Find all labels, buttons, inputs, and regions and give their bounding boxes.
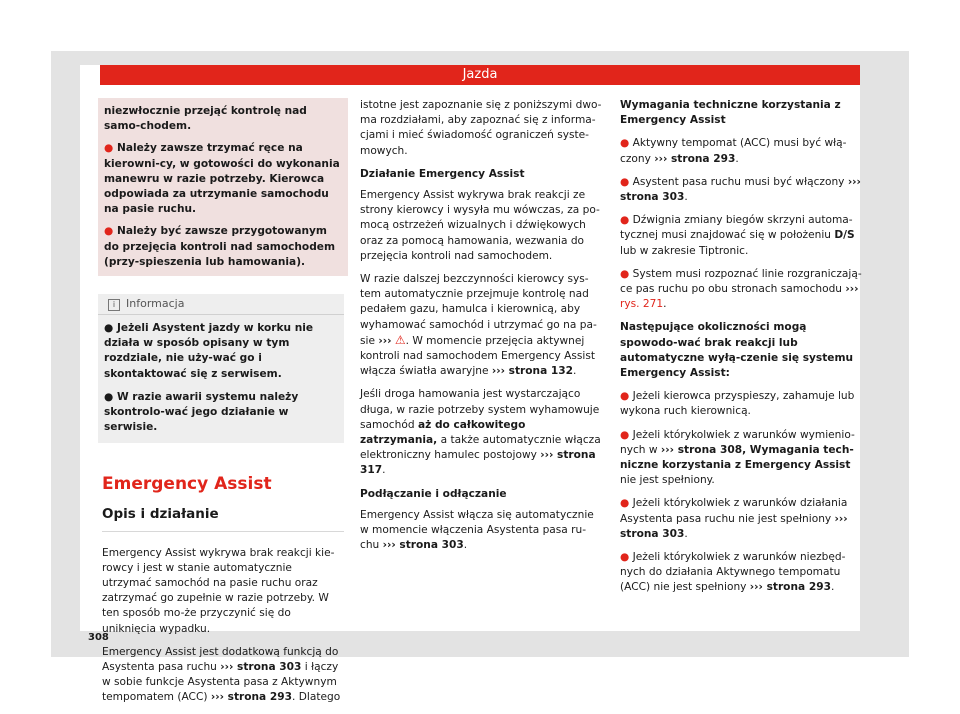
paragraph: W razie dalszej bezczynności kierowcy sys-tem automatycznie przejmuje kontrolę nad pedałem gazu, hamulca i kierownicą, aby wyhamować samochód i utrzymać go na pa-sie ››› ⚠. W momencie przejęcia aktywnej kontroli nad samochodem Emergency Assist włącza światła awaryjne ››› strona 132. <box>360 273 597 378</box>
subheading: Działanie Emergency Assist <box>360 167 525 180</box>
bullet-icon: ● <box>620 390 630 403</box>
list-item: ● Jeżeli kierowca przyspieszy, zahamuje lub wykona ruch kierownicą. <box>620 390 855 418</box>
subheading: Następujące okoliczności mogą spowodo-wać brak reakcji lub automatyczne wyłą-czenie się systemu Emergency Assist: <box>620 321 854 380</box>
bullet-icon: ● <box>620 428 630 441</box>
figure-link[interactable]: rys. 271 <box>620 298 664 311</box>
page-link[interactable]: ››› strona 303 <box>220 661 302 674</box>
info-item: ● Jeżeli Asystent jazdy w korku nie działa w sposób opisany w tym rozdziale, nie uży-wać go i skontaktować się z serwisem. <box>104 322 314 380</box>
section-heading: Emergency Assist <box>102 474 272 495</box>
paragraph: Emergency Assist wykrywa brak reakcji kie-rowcy i jest w stanie automatycznie utrzymać samochód na pasie ruchu oraz zatrzymać go zupełnie w razie potrzeby. W ten sposób mo-że przyczynić się do uniknięcia wypadku. <box>102 546 335 635</box>
warning-line: ● Należy być zawsze przygotowanym do przejęcia kontroli nad samochodem (przy-spieszenia lub hamowania). <box>104 225 336 268</box>
list-item: ● Asystent pasa ruchu musi być włączony ››› strona 303. <box>620 175 861 204</box>
section-header: Jazda <box>100 65 860 85</box>
info-icon: i <box>108 299 120 311</box>
paragraph: Emergency Assist jest dodatkową funkcją do Asystenta pasa ruchu ››› strona 303 i łączy w sobie funkcje Asystenta pasa z Aktywnym tempomatem (ACC) ››› strona 293. Dlatego <box>102 645 341 704</box>
bullet-icon: ● <box>104 142 114 155</box>
page-number: 308 <box>88 632 109 643</box>
column-3 <box>620 98 862 604</box>
warning-line: ● Należy zawsze trzymać ręce na kierowni-cy, w gotowości do wykonania manewru w razie potrzeby. Kierowca odpowiada za utrzymanie samochodu na pasie ruchu. <box>104 142 340 216</box>
bullet-icon: ● <box>620 497 630 510</box>
list-item: ● Jeżeli którykolwiek z warunków działania Asystenta pasa ruchu nie jest spełniony ››› strona 303. <box>620 497 848 540</box>
bullet-icon: ● <box>620 214 630 227</box>
info-box <box>98 294 344 443</box>
warning-box <box>98 98 348 276</box>
bullet-icon: ● <box>620 267 630 280</box>
page-link[interactable]: ››› strona 303 <box>620 512 848 540</box>
page-link[interactable]: ››› strona 303 <box>620 175 861 204</box>
page-link[interactable]: ››› strona 317 <box>360 449 596 477</box>
list-item: ● Dźwignia zmiany biegów skrzyni automa-tycznej musi znajdować się w położeniu D/S lub w zakresie Tiptronic. <box>620 214 855 257</box>
list-item: ● Jeżeli którykolwiek z warunków niezbęd-nych do działania Aktywnego tempomatu (ACC) nie jest spełniony ››› strona 293. <box>620 551 846 594</box>
paragraph: Jeśli droga hamowania jest wystarczająco długa, w razie potrzeby system wyhamowuje samochód aż do całkowitego zatrzymania, a także automatycznie włącza elektroniczny hamulec postojowy ››› strona 317. <box>360 388 601 477</box>
subsection-heading: Opis i działanie <box>102 507 344 531</box>
bullet-icon: ● <box>620 137 630 150</box>
bullet-icon: ● <box>620 175 630 188</box>
info-item: ● W razie awarii systemu należy skontrolo-wać jego działanie w serwisie. <box>104 390 299 434</box>
paragraph: Emergency Assist włącza się automatycznie w momencie włączenia Asystenta pasa ru-chu ››› strona 303. <box>360 508 594 552</box>
page-link[interactable]: ››› strona 293 <box>654 152 736 165</box>
page-link[interactable]: ››› strona 132 <box>491 365 574 378</box>
info-title: Informacja <box>126 297 185 311</box>
warning-line: niezwłocznie przejąć kontrolę nad samo-chodem. <box>104 105 307 133</box>
list-item: ● Aktywny tempomat (ACC) musi być włą-czony ››› strona 293. <box>620 137 847 165</box>
info-header <box>98 294 344 315</box>
warning-triangle-icon[interactable]: ⚠ <box>394 332 406 347</box>
page-link[interactable]: ››› strona 308, Wymagania tech-niczne korzystania z Emergency Assist <box>620 443 854 472</box>
subheading: Podłączanie i odłączanie <box>360 487 507 500</box>
page-link[interactable]: ››› strona 303 <box>382 539 464 552</box>
column-2 <box>360 98 602 561</box>
subheading: Wymagania techniczne korzystania z Emergency Assist <box>620 99 841 127</box>
column-1 <box>102 98 344 714</box>
paragraph: istotne jest zapoznanie się z poniższymi dwo-ma rozdziałami, aby zapoznać się z informa-cjami i mieć świadomość ograniczeń syste-mowych. <box>360 99 602 157</box>
list-item: ● Jeżeli którykolwiek z warunków wymienio-nych w ››› strona 308, Wymagania tech-niczne korzystania z Emergency Assist nie jest spełniony. <box>620 428 855 487</box>
page-link[interactable]: ››› strona 293 <box>210 691 293 704</box>
bullet-icon: ● <box>620 551 630 564</box>
bullet-icon: ● <box>104 225 114 238</box>
list-item: ● System musi rozpoznać linie rozgraniczają-ce pas ruchu po obu stronach samochodu ››› rys. 271. <box>620 267 862 311</box>
paragraph: Emergency Assist wykrywa brak reakcji ze strony kierowcy i wysyła mu wówczas, za po-mocą ostrzeżeń wizualnych i dźwiękowych oraz za pomocą hamowania, wezwania do przejęcia kontroli nad samochodem. <box>360 189 600 262</box>
info-body <box>98 315 344 443</box>
page-link[interactable]: ››› strona 293 <box>749 581 831 594</box>
